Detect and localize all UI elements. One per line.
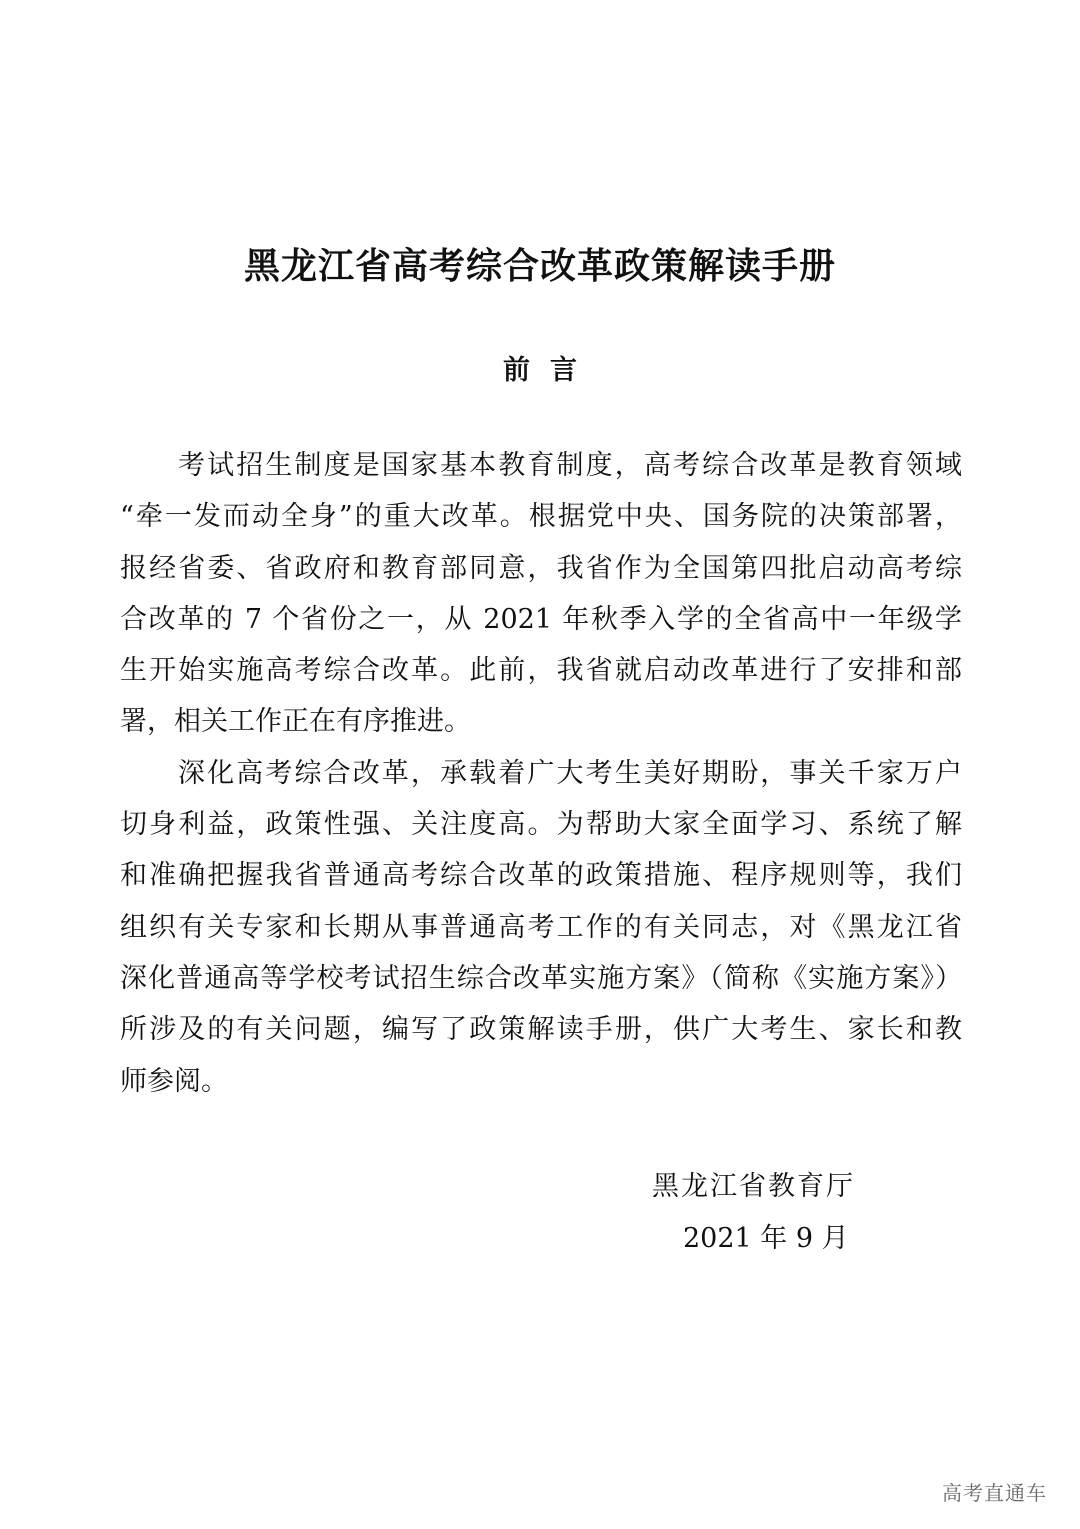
document-title: 黑龙江省高考综合改革政策解读手册 bbox=[243, 245, 836, 287]
body-text bbox=[120, 446, 962, 1113]
paragraph-line: “牵一发而动全身”的重大改革。根据党中央、国务院的决策部署， bbox=[120, 501, 962, 533]
paragraph-line: 和准确把握我省普通高考综合改革的政策措施、程序规则等，我们 bbox=[120, 860, 962, 892]
paragraph-line: 报经省委、省政府和教育部同意，我省作为全国第四批启动高考综 bbox=[120, 552, 962, 584]
paragraph-line: 组织有关专家和长期从事普通高考工作的有关同志，对《黑龙江省 bbox=[120, 911, 962, 943]
paragraph-line: 深化高考综合改革，承载着广大考生美好期盼，事关千家万户 bbox=[178, 757, 962, 789]
paragraph-line: 合改革的 7 个省份之一，从 2021 年秋季入学的全省高中一年级学 bbox=[120, 603, 962, 635]
paragraph-line: 署，相关工作正在有序推进。 bbox=[120, 706, 471, 738]
paragraph bbox=[120, 754, 962, 1113]
paragraph-line: 所涉及的有关问题，编写了政策解读手册，供广大考生、家长和教 bbox=[120, 1014, 962, 1046]
paragraph-line: 深化普通高等学校考试招生综合改革实施方案》（简称《实施方案》） bbox=[120, 962, 962, 994]
signature-date: 2021 年 9 月 bbox=[683, 1223, 849, 1254]
paragraph-line: 师参阅。 bbox=[120, 1065, 228, 1097]
signature-organization: 黑龙江省教育厅 bbox=[652, 1171, 855, 1202]
watermark: 高考直通车 bbox=[942, 1481, 1047, 1505]
paragraph-line: 生开始实施高考综合改革。此前，我省就启动改革进行了安排和部 bbox=[120, 655, 962, 687]
paragraph-line: 切身利益，政策性强、关注度高。为帮助大家全面学习、系统了解 bbox=[120, 809, 962, 841]
paragraph-line: 考试招生制度是国家基本教育制度，高考综合改革是教育领域 bbox=[178, 450, 962, 481]
paragraph bbox=[120, 446, 962, 754]
section-heading: 前言 bbox=[503, 355, 597, 386]
